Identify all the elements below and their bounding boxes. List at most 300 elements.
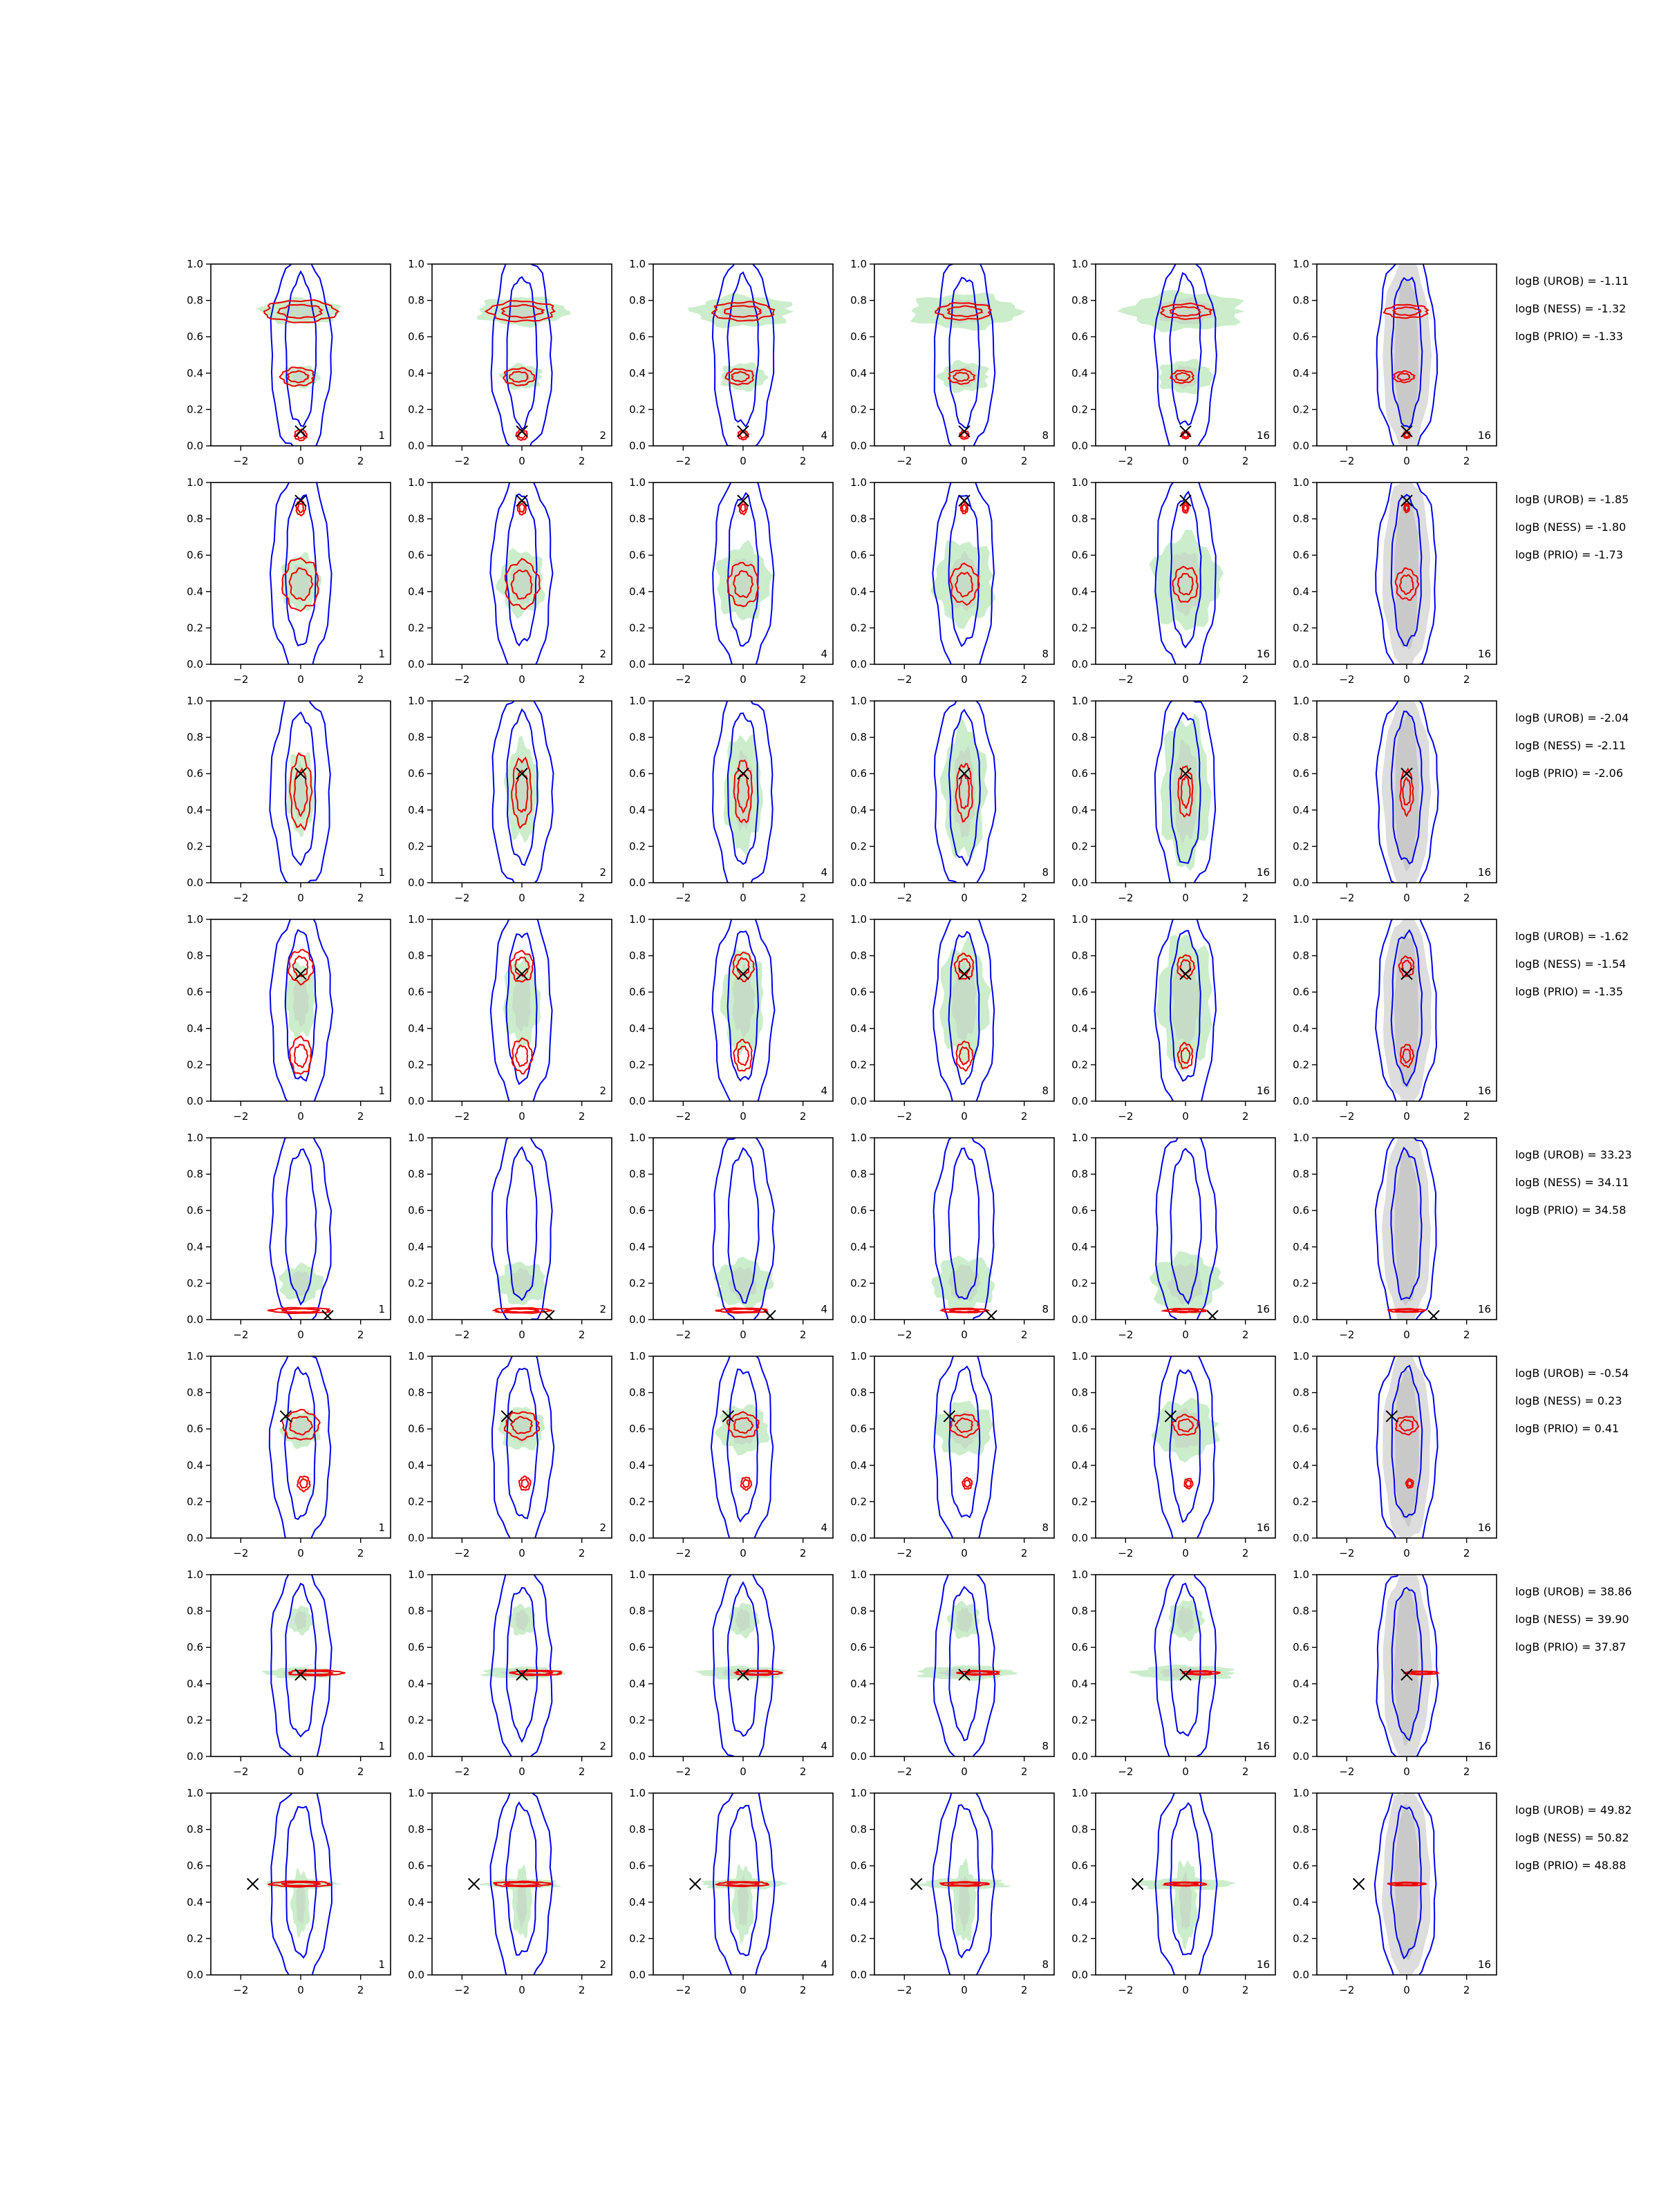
x-tick-label: 0 [1182,673,1189,686]
x-tick-label: 2 [357,673,364,686]
panel-corner-label: 16 [1477,1958,1491,1971]
red-contour-inner [522,1479,529,1488]
y-tick-label: 0.8 [629,731,646,744]
y-tick-label: 1.0 [187,1787,203,1799]
y-tick-label: 0.8 [850,1386,867,1399]
y-tick-label: 0.0 [629,658,646,671]
x-tick-label: 0 [1403,455,1410,467]
y-tick-label: 0.8 [187,1604,203,1618]
x-tick-label: 0 [740,1765,747,1778]
plot-area [1117,249,1245,456]
x-tick-label: 2 [1463,1765,1470,1778]
x-tick-label: 2 [357,1765,364,1778]
panel-corner-label: 1 [378,1958,385,1971]
red-contour-inner [741,504,746,512]
panel-r2-c5 [1071,471,1275,686]
plot-area [1377,1344,1438,1546]
y-tick-label: 0.8 [408,731,424,744]
y-tick-label: 0.0 [408,1532,424,1544]
logb-annotation: logB (NESS) = 34.11 [1515,1176,1629,1189]
panel-r4-c3 [629,908,833,1123]
x-tick-label: 2 [799,1765,807,1778]
y-tick-label: 0.4 [408,366,424,379]
axes-frame [432,1575,612,1756]
y-tick-label: 0.8 [187,1823,203,1836]
y-tick-label: 0.8 [1071,1823,1088,1836]
panel-r3-c1 [187,691,391,904]
red-contour-inner [727,1309,759,1312]
y-tick-label: 1.0 [408,258,424,270]
y-tick-label: 0.6 [1293,1641,1309,1654]
panel-corner-label: 4 [821,866,827,879]
panel-corner-label: 1 [378,1303,385,1315]
panel-corner-label: 2 [599,429,606,442]
x-tick-label: 0 [961,1547,968,1559]
y-tick-label: 0.8 [187,1386,203,1399]
logb-annotation: logB (PRIO) = -2.06 [1515,767,1623,780]
y-tick-label: 0.4 [850,803,867,816]
plot-area [268,1127,333,1335]
panel-corner-label: 2 [599,1958,606,1971]
y-tick-label: 0.6 [408,549,424,562]
plot-area [713,474,774,675]
y-tick-label: 0.4 [1071,1895,1088,1909]
y-tick-label: 0.0 [1071,1532,1088,1544]
panel-corner-label: 16 [1477,1303,1491,1315]
y-tick-label: 0.4 [408,1677,424,1690]
y-tick-label: 0.8 [850,1823,867,1836]
y-tick-label: 0.2 [629,621,646,635]
panel-r7-c3 [629,1561,833,1779]
x-tick-label: 0 [740,1329,747,1341]
y-tick-label: 0.2 [408,1495,424,1508]
y-tick-label: 1.0 [1293,1568,1309,1581]
panel-r8-c1 [187,1784,391,1996]
y-tick-label: 1.0 [187,695,203,707]
x-tick-label: 0 [518,673,525,686]
y-tick-label: 0.6 [1071,1423,1088,1436]
y-tick-label: 0.8 [408,512,424,525]
x-tick-label: 2 [799,1984,807,1996]
logb-annotation: logB (PRIO) = -1.73 [1515,548,1623,561]
y-tick-label: 1.0 [408,1350,424,1362]
panel-corner-label: 1 [378,1085,385,1097]
y-tick-label: 1.0 [850,258,867,270]
x-tick-label: 0 [297,892,304,904]
y-tick-label: 0.6 [408,1859,424,1873]
y-tick-label: 0.4 [850,1895,867,1909]
y-tick-label: 1.0 [850,1350,867,1362]
panel-corner-label: 2 [599,866,606,879]
x-tick-label: −2 [675,1110,691,1123]
panel-r5-c3 [629,1127,833,1341]
panel-corner-label: 8 [1042,1085,1049,1097]
y-tick-label: 0.4 [408,585,424,598]
y-tick-label: 0.0 [408,877,424,889]
panel-r3-c4 [850,686,1054,904]
x-tick-label: −2 [897,673,912,686]
logb-annotation: logB (UROB) = -1.62 [1515,930,1629,943]
plot-area [1376,910,1436,1114]
x-tick-label: 0 [1182,1110,1189,1123]
panel-r2-c3 [629,474,833,686]
x-tick-label: 0 [1182,1329,1189,1341]
y-tick-label: 0.2 [1071,1932,1088,1945]
x-tick-label: 0 [1403,892,1410,904]
plot-area [917,1566,1018,1773]
y-tick-label: 0.6 [629,1423,646,1436]
plot-area [711,1345,773,1549]
y-tick-label: 0.2 [1293,1058,1309,1071]
x-tick-label: 2 [799,1547,807,1559]
y-tick-label: 0.4 [187,1240,203,1253]
panel-corner-label: 8 [1042,1740,1049,1752]
y-tick-label: 0.6 [187,986,203,999]
red-contour-inner [297,431,305,438]
x-tick-label: 2 [1463,1547,1470,1559]
x-tick-label: 0 [1403,1984,1410,1996]
y-tick-label: 0.2 [1293,403,1309,416]
y-tick-label: 0.6 [187,1641,203,1654]
panel-r2-c4 [850,472,1054,686]
x-tick-label: −2 [233,892,249,904]
y-tick-label: 1.0 [1071,1568,1088,1581]
x-tick-label: −2 [1118,1329,1134,1341]
x-tick-label: −2 [897,455,912,467]
logb-annotation: logB (NESS) = -2.11 [1515,739,1627,752]
x-tick-label: 2 [1241,1547,1249,1559]
y-tick-label: 0.6 [187,1423,203,1436]
plot-area [1132,1783,1237,1985]
x-tick-label: 2 [357,1329,364,1341]
panel-r6-c1 [187,1344,391,1559]
panel-r2-c1 [187,475,391,686]
plot-area [1377,1565,1438,1771]
y-tick-label: 1.0 [187,1568,203,1581]
y-tick-label: 0.6 [629,1859,646,1873]
x-tick-label: 0 [740,1984,747,1996]
x-tick-label: −2 [1339,1110,1355,1123]
panel-r1-c1 [187,250,391,467]
panel-r3-c6 [1293,687,1497,904]
x-tick-label: 2 [1463,673,1470,686]
plot-area [1154,909,1216,1109]
y-tick-label: 0.4 [1071,1459,1088,1472]
x-tick-label: 0 [518,1110,525,1123]
panel-r8-c4 [850,1780,1054,1996]
axes-frame [211,264,391,446]
panel-r5-c4 [850,1125,1054,1342]
y-tick-label: 0.4 [629,366,646,379]
x-tick-label: −2 [1118,673,1134,686]
x-tick-label: −2 [897,1110,912,1123]
red-contour-inner [516,1045,528,1067]
x-tick-label: −2 [233,673,249,686]
x-tick-label: −2 [454,673,470,686]
y-tick-label: 1.0 [629,695,646,707]
x-tick-label: 0 [518,1765,525,1778]
true-value-marker [1180,426,1191,437]
y-tick-label: 0.6 [850,1204,867,1217]
y-tick-label: 1.0 [629,258,646,270]
y-tick-label: 0.2 [1293,1714,1309,1727]
plot-area [688,248,794,456]
x-tick-label: 0 [961,892,968,904]
y-tick-label: 0.6 [1293,330,1309,344]
x-tick-label: −2 [675,673,691,686]
x-tick-label: −2 [233,1547,249,1559]
y-tick-label: 0.0 [187,440,203,452]
y-tick-label: 0.8 [850,1604,867,1618]
x-tick-label: 0 [518,892,525,904]
y-tick-label: 0.4 [187,366,203,379]
true-value-marker [1353,1879,1365,1890]
x-tick-label: 0 [740,673,747,686]
y-tick-label: 0.8 [1293,512,1309,525]
x-tick-label: −2 [1118,1110,1134,1123]
y-tick-label: 0.2 [629,1495,646,1508]
y-tick-label: 0.0 [850,1532,867,1544]
y-tick-label: 0.8 [629,1823,646,1836]
y-tick-label: 0.8 [408,1823,424,1836]
x-tick-label: 0 [1182,455,1189,467]
x-tick-label: −2 [454,1329,470,1341]
panel-r1-c4 [850,255,1054,467]
x-tick-label: −2 [454,1984,470,1996]
y-tick-label: 0.2 [850,1714,867,1727]
panel-corner-label: 16 [1477,1521,1491,1534]
red-contour-inner [300,1479,308,1488]
y-tick-label: 0.2 [187,840,203,853]
y-tick-label: 0.2 [850,621,867,635]
y-tick-label: 0.6 [1071,330,1088,344]
x-tick-label: 0 [961,1984,968,1996]
y-tick-label: 0.6 [1293,549,1309,562]
x-tick-label: 0 [1182,892,1189,904]
x-tick-label: 0 [297,1984,304,1996]
panel-corner-label: 4 [821,429,827,442]
y-tick-label: 0.4 [629,1240,646,1253]
logb-annotation: logB (UROB) = -1.85 [1515,493,1629,506]
logb-annotation: logB (PRIO) = 0.41 [1515,1422,1620,1435]
panel-corner-label: 4 [821,1521,827,1534]
x-tick-label: −2 [675,1329,691,1341]
plot-area [270,691,330,894]
logb-annotation: logB (UROB) = -0.54 [1515,1367,1629,1380]
y-tick-label: 0.6 [408,767,424,780]
x-tick-label: 0 [518,1547,525,1559]
y-tick-label: 0.8 [629,1168,646,1181]
y-tick-label: 0.4 [187,1677,203,1690]
y-tick-label: 0.4 [187,1459,203,1472]
y-tick-label: 0.8 [187,294,203,307]
y-tick-label: 0.4 [1071,1022,1088,1035]
x-tick-label: −2 [1118,892,1134,904]
x-tick-label: −2 [1118,1547,1134,1559]
y-tick-label: 0.2 [1293,1277,1309,1290]
y-tick-label: 0.4 [187,1022,203,1035]
y-tick-label: 0.0 [629,440,646,452]
panel-corner-label: 4 [821,1085,827,1097]
y-tick-label: 0.0 [408,1313,424,1326]
y-tick-label: 0.0 [187,1532,203,1544]
plot-area [934,1347,996,1548]
y-tick-label: 1.0 [408,695,424,707]
y-tick-label: 0.8 [408,1168,424,1181]
panel-corner-label: 1 [378,648,385,660]
x-tick-label: 2 [578,1984,585,1996]
x-tick-label: 2 [1020,1765,1028,1778]
y-tick-label: 1.0 [629,1787,646,1799]
x-tick-label: 0 [961,1110,968,1123]
x-tick-label: −2 [233,455,249,467]
y-tick-label: 1.0 [1071,476,1088,489]
y-tick-label: 0.6 [1293,1423,1309,1436]
x-tick-label: −2 [233,1765,249,1778]
logb-annotation: logB (PRIO) = 37.87 [1515,1640,1627,1653]
x-tick-label: −2 [454,892,470,904]
x-tick-label: 0 [297,673,304,686]
panel-r7-c2 [408,1566,612,1778]
plot-area [469,1779,561,1983]
panel-corner-label: 16 [1256,1740,1270,1752]
y-tick-label: 1.0 [1071,1132,1088,1144]
panel-r3-c5 [1071,691,1275,904]
y-tick-label: 1.0 [1293,913,1309,926]
panel-r8-c2 [408,1779,612,1996]
plot-area [1155,691,1215,894]
y-tick-label: 0.8 [408,949,424,962]
y-tick-label: 0.2 [850,1277,867,1290]
x-tick-label: −2 [897,1329,912,1341]
panel-corner-label: 16 [1477,648,1491,660]
y-tick-label: 0.4 [850,1022,867,1035]
y-tick-label: 0.6 [408,1423,424,1436]
logb-annotation: logB (NESS) = 50.82 [1515,1831,1629,1844]
y-tick-label: 0.8 [629,294,646,307]
y-tick-label: 0.0 [1293,658,1309,671]
x-tick-label: 2 [578,1547,585,1559]
panel-corner-label: 2 [599,1085,606,1097]
y-tick-label: 0.2 [408,1277,424,1290]
x-tick-label: −2 [897,892,912,904]
panel-r3-c2 [408,688,612,904]
y-tick-label: 0.4 [1293,585,1309,598]
y-tick-label: 0.8 [850,949,867,962]
plot-area [256,250,343,456]
logb-annotation: logB (PRIO) = -1.35 [1515,985,1623,998]
panel-r8-c5 [1071,1783,1275,1996]
y-tick-label: 1.0 [187,1350,203,1362]
y-tick-label: 0.2 [629,403,646,416]
y-tick-label: 0.2 [187,621,203,635]
y-tick-label: 0.0 [850,1313,867,1326]
x-tick-label: 2 [578,1329,585,1341]
y-tick-label: 0.4 [408,1022,424,1035]
panel-corner-label: 16 [1477,1740,1491,1752]
y-tick-label: 0.2 [187,403,203,416]
y-tick-label: 1.0 [1071,258,1088,270]
y-tick-label: 0.6 [187,1859,203,1873]
y-tick-label: 0.4 [850,1240,867,1253]
plot-area [1150,1126,1225,1333]
x-tick-label: −2 [1118,1984,1134,1996]
panel-r5-c6 [1293,1126,1497,1341]
red-contour-inner [1183,505,1188,512]
panel-r4-c2 [408,910,612,1123]
panel-r7-c4 [850,1566,1054,1778]
y-tick-label: 0.0 [187,1313,203,1326]
y-tick-label: 0.6 [1293,986,1309,999]
y-tick-label: 0.8 [1293,294,1309,307]
panel-corner-label: 1 [378,866,385,879]
y-tick-label: 0.6 [850,330,867,344]
y-tick-label: 0.6 [1071,767,1088,780]
y-tick-label: 0.2 [408,621,424,635]
y-tick-label: 0.8 [850,294,867,307]
y-tick-label: 0.6 [629,1204,646,1217]
y-tick-label: 0.0 [1071,1095,1088,1107]
x-tick-label: 2 [799,673,807,686]
red-contour-inner [283,1309,320,1312]
y-tick-label: 0.0 [629,1095,646,1107]
y-tick-label: 0.0 [408,658,424,671]
y-tick-label: 0.6 [187,1204,203,1217]
y-tick-label: 0.8 [1071,949,1088,962]
panel-corner-label: 16 [1477,1085,1491,1097]
panel-r4-c1 [187,907,391,1123]
panel-r6-c6 [1293,1344,1497,1559]
x-tick-label: 2 [1463,1329,1470,1341]
x-tick-label: 0 [518,455,525,467]
red-contour-inner [964,1480,970,1487]
y-tick-label: 0.4 [1071,1677,1088,1690]
x-tick-label: −2 [233,1110,249,1123]
x-tick-label: 2 [1020,1110,1028,1123]
y-tick-label: 0.6 [850,1859,867,1873]
plot-area [1151,1348,1219,1552]
red-contour-inner [519,504,525,512]
plot-area [1376,687,1438,895]
panel-corner-label: 16 [1256,648,1270,660]
blue-contour-outer [271,1562,331,1765]
y-tick-label: 0.8 [629,1604,646,1618]
plot-area [270,907,332,1112]
y-tick-label: 1.0 [1071,1787,1088,1799]
y-tick-label: 0.4 [187,803,203,816]
y-tick-label: 0.0 [850,1750,867,1763]
axes-frame [653,264,833,446]
y-tick-label: 0.2 [850,1058,867,1071]
y-tick-label: 0.8 [408,1604,424,1618]
panel-corner-label: 16 [1256,1303,1270,1315]
x-tick-label: 0 [297,1329,304,1341]
x-tick-label: 2 [1020,892,1028,904]
y-tick-label: 0.8 [1293,1386,1309,1399]
y-tick-label: 0.2 [1071,1495,1088,1508]
y-tick-label: 0.2 [1071,1277,1088,1290]
y-tick-label: 0.0 [1071,440,1088,452]
y-tick-label: 0.4 [629,1677,646,1690]
y-tick-label: 0.4 [1293,1677,1309,1690]
x-tick-label: 2 [1241,1329,1249,1341]
y-tick-label: 0.2 [187,1495,203,1508]
y-tick-label: 0.4 [1071,803,1088,816]
y-tick-label: 0.2 [1293,840,1309,853]
panel-r5-c2 [408,1125,612,1341]
logb-annotation: logB (UROB) = 38.86 [1515,1585,1632,1598]
axes-frame [653,1575,833,1756]
